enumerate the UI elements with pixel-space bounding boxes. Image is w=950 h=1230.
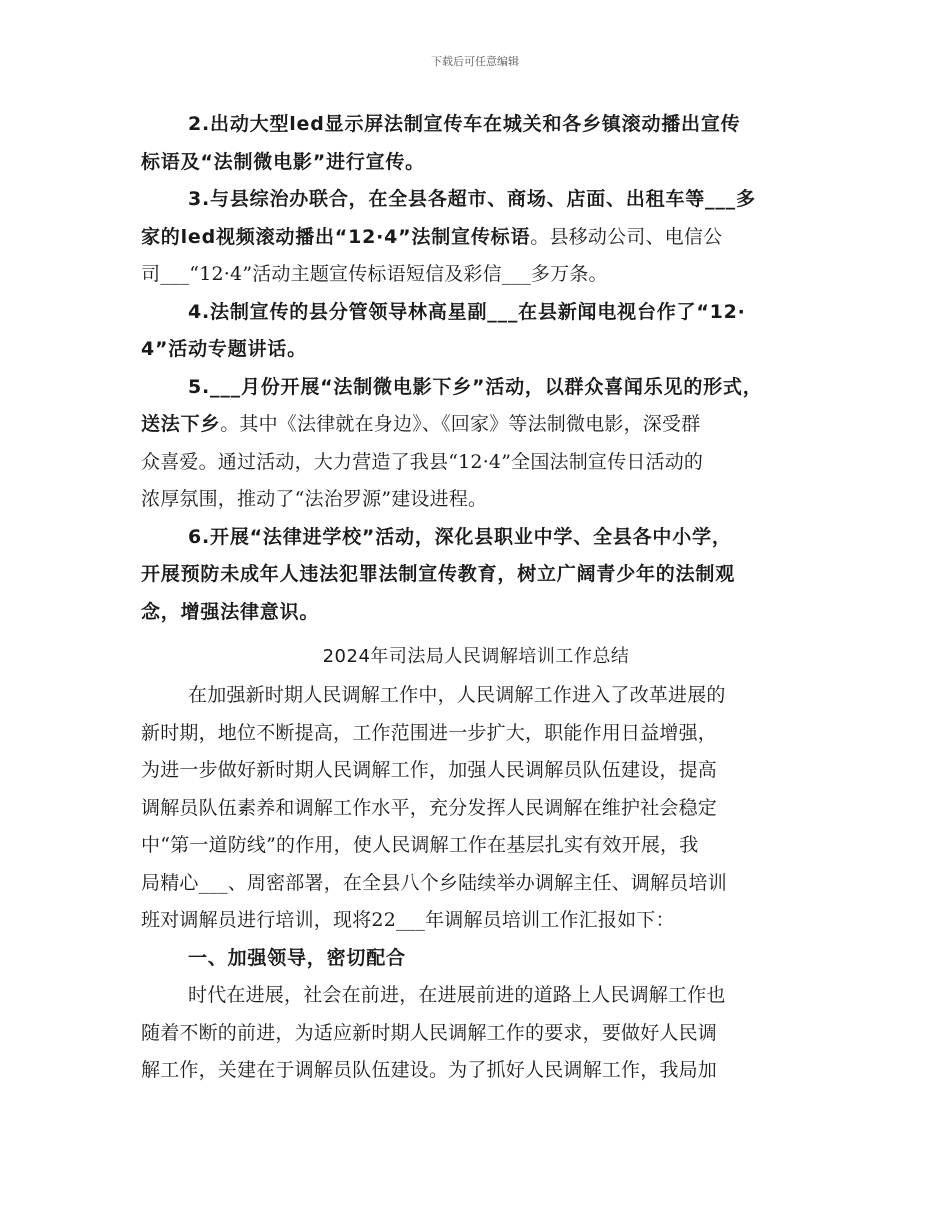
item5-line2-bold: 送法下乡 — [141, 413, 221, 435]
item4-line2: 4”活动专题讲话。 — [141, 338, 307, 360]
intro-line: 在加强新时期人民调解工作中，人民调解工作进入了改革进展的 — [188, 684, 726, 706]
item5-line1: 5.___月份开展“法制微电影下乡”活动，以群众喜闻乐见的形式， — [188, 375, 763, 398]
item4-line1: 4.法制宣传的县分管领导林高星副___在县新闻电视台作了“12· — [188, 300, 746, 323]
document-title: 2024年司法局人民调解培训工作总结 — [322, 646, 630, 667]
intro-line: 调解员队伍素养和调解工作水平，充分发挥人民调解在维护社会稳定 — [141, 796, 718, 819]
section1-line: 解工作，关建在于调解员队伍建设。为了抓好人民调解工作，我局加 — [141, 1059, 718, 1081]
item6-line2: 开展预防未成年人违法犯罪法制宣传教育，树立广阔青少年的法制观 — [141, 563, 736, 585]
item3-line1: 3.与县综治办联合，在全县各超市、商场、店面、出租车等___多 — [188, 188, 756, 210]
item2-line1: 2.出动大型led显示屏法制宣传车在城关和各乡镇滚动播出宣传 — [188, 113, 741, 135]
document-body — [141, 106, 811, 1090]
item5-line3: 众喜爱。通过活动，大力营造了我县“12·4”全国法制宣传日活动的 — [141, 450, 704, 473]
intro-line: 为进一步做好新时期人民调解工作，加强人民调解员队伍建设，提高 — [141, 759, 718, 781]
item6-line3: 念，增强法律意识。 — [141, 600, 320, 623]
page-header-note: 下载后可任意编辑 — [431, 55, 519, 68]
intro-line: 新时期，地位不断提高，工作范围进一步扩大，职能作用日益增强， — [141, 721, 718, 744]
intro-line: 局精心___、周密部署，在全县八个乡陆续举办调解主任、调解员培训 — [141, 871, 727, 894]
item5-line4: 浓厚氛围，推动了“法治罗源”建设进程。 — [141, 488, 488, 510]
item5-line2 — [141, 406, 811, 444]
item3-line3: 司___“12·4”活动主题宣传标语短信及彩信___多万条。 — [141, 263, 608, 285]
item2-line2: 标语及“法制微电影”进行宣传。 — [141, 150, 425, 173]
item3-line2-normal: 。县移动公司、电信公 — [530, 225, 723, 248]
item3-line2 — [141, 219, 811, 257]
item3-line2-bold: 家的led视频滚动播出“12·4”法制宣传标语 — [141, 225, 531, 248]
intro-line: 中“第一道防线”的作用，使人民调解工作在基层扎实有效开展，我 — [141, 834, 699, 856]
item5-line2-normal: 。其中《法律就在身边》、《回家》等法制微电影，深受群 — [220, 413, 701, 435]
item6-line1: 6.开展“法律进学校”活动，深化县职业中学、全县各中小学， — [188, 525, 732, 548]
section1-line: 时代在进展，社会在前进，在进展前进的道路上人民调解工作也 — [188, 984, 726, 1006]
intro-line: 班对调解员进行培训，现将22___年调解员培训工作汇报如下： — [141, 909, 675, 931]
section1-heading: 一、加强领导，密切配合 — [188, 946, 406, 969]
section1-line: 随着不断的前进，为适应新时期人民调解工作的要求，要做好人民调 — [141, 1021, 718, 1044]
